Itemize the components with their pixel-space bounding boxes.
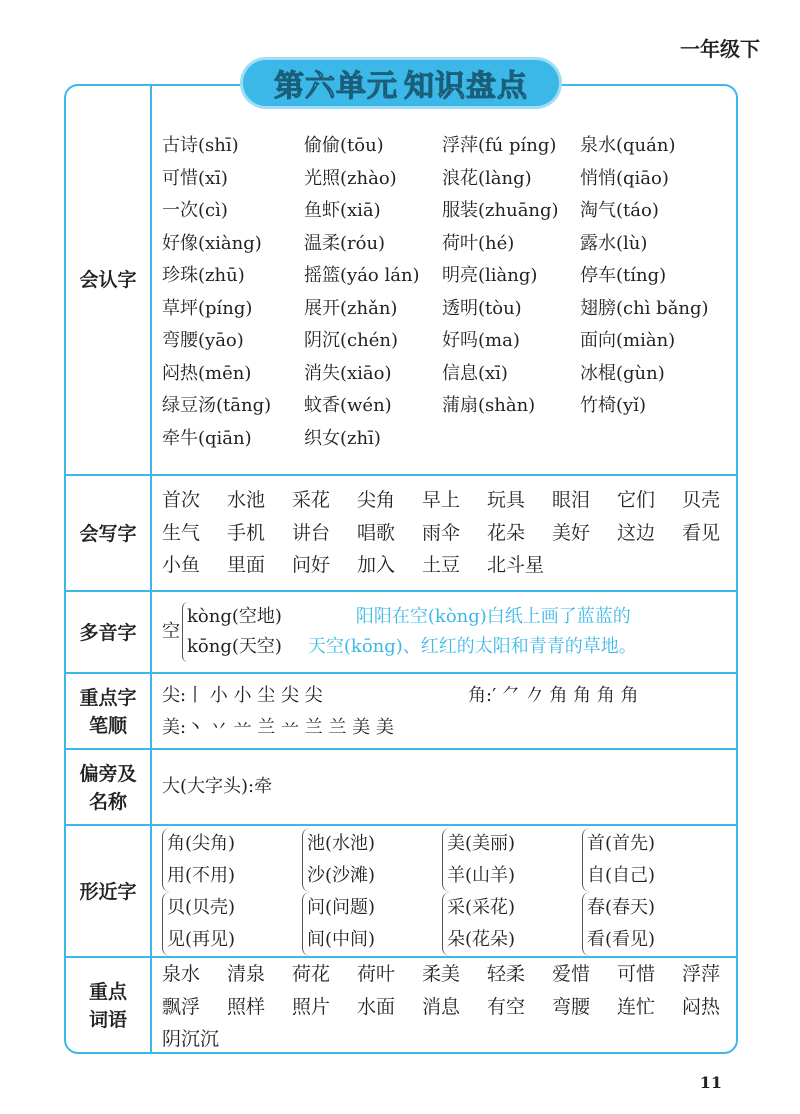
stroke-content bbox=[162, 680, 728, 744]
key-word: 水面 bbox=[357, 995, 396, 1018]
recognize-word: 消失(xiāo) bbox=[304, 362, 392, 384]
key-word: 有空 bbox=[487, 995, 526, 1018]
similar-pair bbox=[582, 892, 722, 956]
recognize-word: 明亮(liàng) bbox=[442, 265, 538, 286]
radical-text: 大(大字头):牵 bbox=[162, 776, 273, 797]
recognize-word: 闷热(mēn) bbox=[162, 362, 252, 384]
section-radical bbox=[66, 748, 736, 826]
similar-char: 问(问题) bbox=[307, 897, 376, 918]
stroke-mei: 美:丶 丷 䒑 兰 䒑 兰 兰 美 美 bbox=[162, 717, 394, 738]
similar-char: 看(看见) bbox=[587, 929, 656, 950]
recognize-word: 透明(tòu) bbox=[442, 297, 522, 319]
recognize-word: 蒲扇(shàn) bbox=[442, 395, 536, 416]
key-word: 闷热 bbox=[682, 995, 721, 1018]
similar-char: 美(美丽) bbox=[447, 833, 516, 854]
recognize-grid bbox=[162, 130, 728, 455]
key-word: 清泉 bbox=[227, 963, 266, 985]
key-word: 浮萍 bbox=[682, 963, 721, 985]
recognize-word: 竹椅(yǐ) bbox=[580, 395, 646, 416]
similar-content bbox=[162, 828, 728, 956]
similar-pair bbox=[302, 828, 442, 892]
write-word: 花朵 bbox=[487, 521, 526, 544]
radical-label bbox=[66, 750, 152, 826]
write-word: 北斗星 bbox=[487, 554, 545, 576]
write-word: 美好 bbox=[552, 521, 591, 544]
key-word: 轻柔 bbox=[487, 963, 526, 985]
similar-char: 朵(花朵) bbox=[447, 929, 516, 950]
similar-pair bbox=[442, 892, 582, 956]
write-word: 早上 bbox=[422, 489, 461, 511]
recognize-word: 泉水(quán) bbox=[580, 135, 676, 156]
recognize-word: 摇篮(yáo lán) bbox=[304, 265, 420, 286]
key-word: 照片 bbox=[292, 995, 331, 1018]
similar-char: 池(水池) bbox=[307, 833, 376, 854]
stroke-label bbox=[66, 674, 152, 750]
polyphone-reading-2: kōng(天空) bbox=[187, 636, 282, 657]
write-word: 看见 bbox=[682, 521, 721, 544]
similar-char: 贝(贝壳) bbox=[167, 897, 236, 918]
similar-char: 沙(沙滩) bbox=[307, 865, 376, 886]
recognize-word: 珍珠(zhū) bbox=[162, 265, 245, 286]
write-word: 小鱼 bbox=[162, 554, 201, 576]
write-word: 唱歌 bbox=[357, 521, 396, 544]
recognize-word: 浮萍(fú píng) bbox=[442, 135, 557, 156]
polyphone-label: 多音字 bbox=[66, 592, 152, 674]
recognize-word: 好吗(ma) bbox=[442, 330, 520, 351]
write-word: 首次 bbox=[162, 489, 201, 511]
write-word: 土豆 bbox=[422, 554, 461, 576]
similar-char: 见(再见) bbox=[167, 929, 236, 950]
recognize-word: 淘气(táo) bbox=[580, 200, 659, 221]
section-similar bbox=[66, 824, 736, 958]
key-word: 飘浮 bbox=[162, 995, 201, 1018]
recognize-word: 偷偷(tōu) bbox=[304, 135, 384, 156]
similar-char: 自(自己) bbox=[587, 865, 656, 886]
write-word: 它们 bbox=[617, 489, 656, 511]
section-recognize bbox=[66, 86, 736, 474]
recognize-word: 牵牛(qiān) bbox=[162, 427, 252, 449]
recognize-label: 会认字 bbox=[66, 86, 152, 474]
key-word: 连忙 bbox=[617, 995, 656, 1018]
recognize-content bbox=[162, 130, 728, 455]
key-word: 荷叶 bbox=[357, 963, 396, 985]
words-content bbox=[162, 958, 728, 1056]
similar-char: 间(中间) bbox=[307, 929, 376, 950]
similar-char: 用(不用) bbox=[167, 865, 236, 886]
words-label-2: 词语 bbox=[88, 1009, 127, 1031]
write-content bbox=[162, 484, 728, 582]
section-stroke bbox=[66, 672, 736, 750]
words-label-1: 重点 bbox=[88, 981, 127, 1003]
similar-label: 形近字 bbox=[66, 826, 152, 958]
stroke-jiao: 角:′ ⺈ 𠂊 角 角 角 角 bbox=[468, 685, 639, 706]
write-word: 眼泪 bbox=[552, 489, 591, 511]
similar-char: 春(春天) bbox=[587, 897, 656, 918]
similar-pair bbox=[162, 828, 302, 892]
recognize-word: 服装(zhuāng) bbox=[442, 200, 559, 221]
write-word: 生气 bbox=[162, 521, 201, 544]
page-number: 11 bbox=[699, 1073, 722, 1092]
similar-char: 羊(山羊) bbox=[447, 865, 516, 886]
radical-label-1: 偏旁及 bbox=[79, 763, 137, 785]
recognize-word: 草坪(píng) bbox=[162, 297, 253, 319]
recognize-word: 织女(zhī) bbox=[304, 427, 381, 449]
section-polyphone bbox=[66, 590, 736, 674]
recognize-word: 荷叶(hé) bbox=[442, 232, 515, 254]
title-knowledge: 知识盘点 bbox=[404, 61, 528, 105]
recognize-word: 冰棍(gùn) bbox=[580, 362, 665, 384]
similar-grid bbox=[162, 828, 728, 956]
section-write bbox=[66, 474, 736, 592]
section-words bbox=[66, 956, 736, 1054]
write-word: 水池 bbox=[227, 489, 266, 511]
key-word: 可惜 bbox=[617, 963, 656, 985]
write-word: 加入 bbox=[357, 554, 396, 576]
recognize-word: 古诗(shī) bbox=[162, 135, 239, 156]
polyphone-content bbox=[162, 602, 728, 662]
write-word: 雨伞 bbox=[422, 521, 461, 544]
recognize-word: 阴沉(chén) bbox=[304, 330, 398, 351]
key-word: 荷花 bbox=[292, 963, 331, 985]
recognize-word: 翅膀(chì bǎng) bbox=[580, 297, 709, 319]
stroke-jian: 尖:丨 小 小 尘 尖 尖 bbox=[162, 685, 323, 706]
write-word: 手机 bbox=[227, 521, 266, 544]
write-word: 采花 bbox=[292, 489, 331, 511]
recognize-word: 弯腰(yāo) bbox=[162, 330, 244, 351]
recognize-word: 鱼虾(xiā) bbox=[304, 200, 381, 221]
write-word: 玩具 bbox=[487, 489, 526, 511]
write-word: 这边 bbox=[617, 521, 656, 544]
write-word: 尖角 bbox=[357, 489, 396, 511]
similar-pair bbox=[162, 892, 302, 956]
similar-pair bbox=[582, 828, 722, 892]
key-word: 爱惜 bbox=[552, 963, 591, 985]
write-grid bbox=[162, 484, 728, 582]
recognize-word: 好像(xiàng) bbox=[162, 232, 262, 254]
similar-char: 角(尖角) bbox=[167, 833, 236, 854]
recognize-word: 停车(tíng) bbox=[580, 265, 667, 286]
title-unit: 第六单元 bbox=[274, 69, 398, 104]
polyphone-reading-1: kòng(空地) bbox=[187, 606, 282, 627]
similar-char: 采(采花) bbox=[447, 897, 516, 918]
words-label bbox=[66, 958, 152, 1054]
polyphone-sentence-2: 天空(kōng)、红红的太阳和青青的草地。 bbox=[307, 636, 637, 657]
key-word: 阴沉沉 bbox=[162, 1028, 220, 1050]
recognize-word: 面向(miàn) bbox=[580, 330, 676, 351]
key-word: 柔美 bbox=[422, 963, 461, 985]
radical-label-2: 名称 bbox=[88, 791, 127, 813]
recognize-word: 绿豆汤(tāng) bbox=[162, 395, 272, 416]
words-grid bbox=[162, 958, 728, 1056]
stroke-label-2: 笔顺 bbox=[88, 715, 127, 737]
write-word: 里面 bbox=[227, 554, 266, 576]
key-word: 消息 bbox=[422, 995, 461, 1018]
recognize-word: 信息(xī) bbox=[442, 362, 508, 384]
stroke-label-1: 重点字 bbox=[79, 687, 137, 709]
recognize-word: 可惜(xī) bbox=[162, 167, 228, 189]
key-word: 弯腰 bbox=[552, 995, 591, 1018]
key-word: 照样 bbox=[227, 995, 266, 1018]
polyphone-sentence-1: 阳阳在空(kòng)白纸上画了蓝蓝的 bbox=[355, 606, 631, 627]
similar-char: 首(首先) bbox=[587, 833, 656, 854]
unit-title bbox=[243, 60, 559, 106]
recognize-word: 露水(lù) bbox=[580, 232, 648, 254]
similar-pair bbox=[442, 828, 582, 892]
content-frame bbox=[64, 84, 738, 1054]
recognize-word: 光照(zhào) bbox=[304, 167, 397, 189]
recognize-word: 浪花(làng) bbox=[442, 167, 532, 189]
write-word: 讲台 bbox=[292, 521, 331, 544]
similar-pair bbox=[302, 892, 442, 956]
recognize-word: 温柔(róu) bbox=[304, 232, 386, 254]
write-label: 会写字 bbox=[66, 476, 152, 592]
recognize-word: 展开(zhǎn) bbox=[304, 297, 398, 319]
key-word: 泉水 bbox=[162, 963, 201, 985]
grade-label: 一年级下 bbox=[680, 37, 760, 61]
recognize-word: 一次(cì) bbox=[162, 200, 228, 221]
write-word: 问好 bbox=[292, 554, 331, 576]
recognize-word: 悄悄(qiāo) bbox=[580, 167, 669, 189]
polyphone-char: 空 bbox=[162, 621, 180, 642]
recognize-word: 蚊香(wén) bbox=[304, 395, 392, 416]
write-word: 贝壳 bbox=[682, 489, 721, 511]
